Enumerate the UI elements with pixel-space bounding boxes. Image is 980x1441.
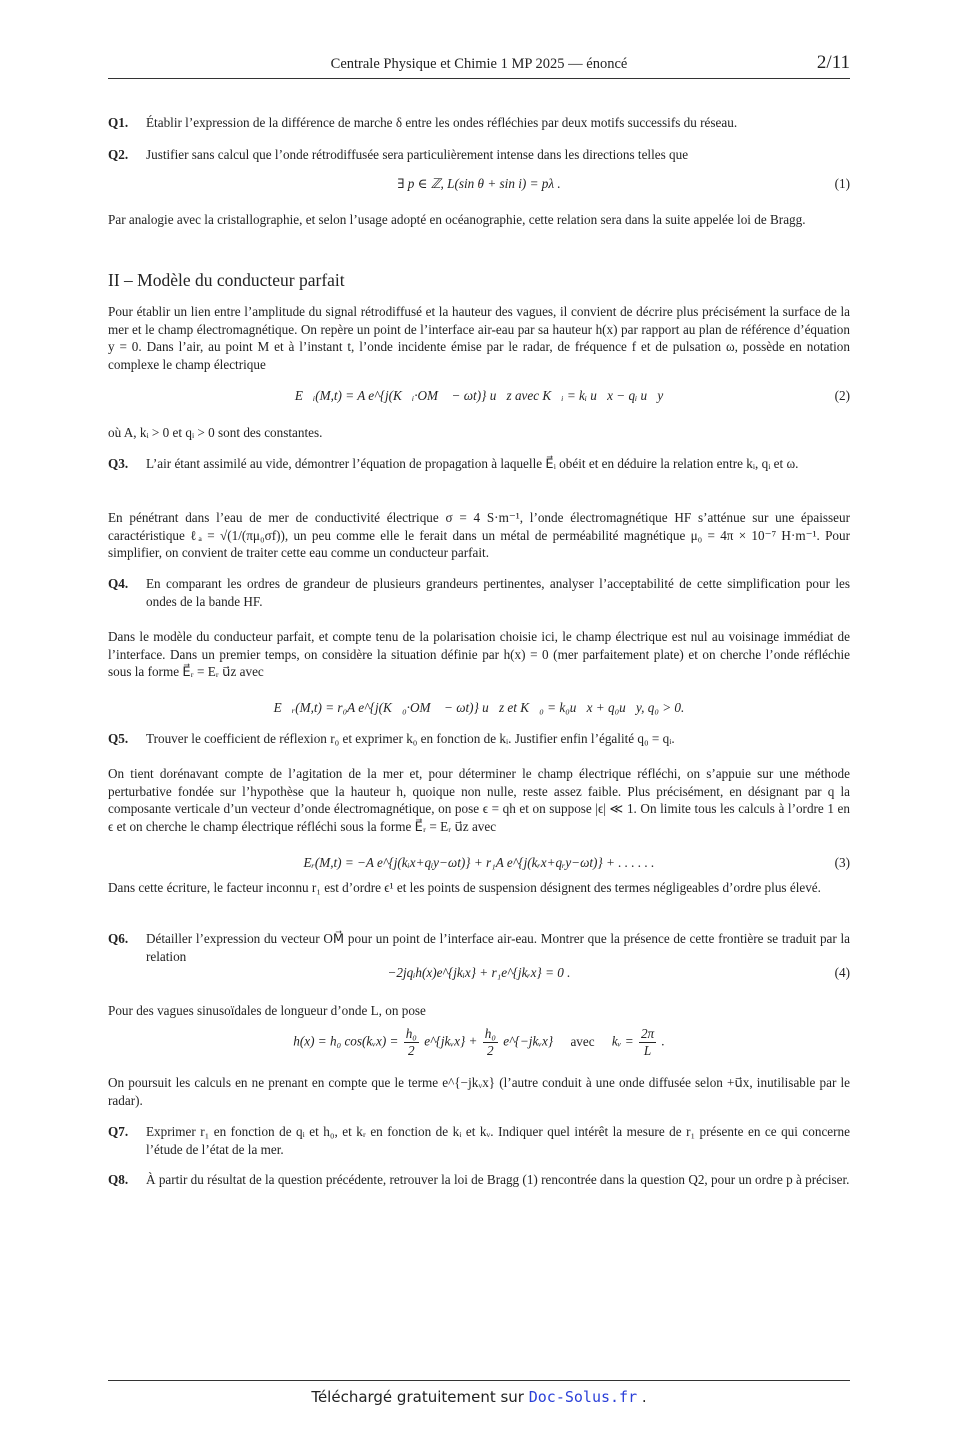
page [108, 0, 850, 1441]
question-q2 [108, 146, 850, 164]
equation-number: (4) [834, 965, 850, 980]
equation-4 [108, 965, 850, 987]
question-q7 [108, 1123, 850, 1158]
fraction [639, 1026, 656, 1059]
section-heading: II – Modèle du conducteur parfait [108, 270, 345, 290]
paragraph-intro: Pour établir un lien entre l’amplitude du signal rétrodiffusé et la hauteur des vagues, il convient de décrire plus précisément la surface de la mer et le champ électromagnétique. On repère un point de l’interface air-eau par sa hauteur h(x) par rapport au plan de référence d’équation y = 0. Dans l’air, au point M et à l’instant t, l’onde incidente émise par le radar, de fréquence f et de pulsation ω, possède en notation complexe le champ électrique [108, 304, 850, 372]
question-text: Justifier sans calcul que l’onde rétrodiffusée sera particulièrement intense dans les directions telles que [146, 147, 689, 162]
question-label: Q3. [108, 456, 129, 471]
equation-part: . [661, 1033, 665, 1049]
fraction [404, 1026, 419, 1059]
equation-math: E⃗ᵢ(M,t) = A e^{j(K⃗ᵢ·OM⃗ − ωt)} u⃗z avec K⃗ᵢ = kᵢ u⃗x − qᵢ u⃗y [294, 388, 664, 403]
question-text: En comparant les ordres de grandeur de plusieurs grandeurs pertinentes, analyser l’acceptabilité de cette simplification pour les ondes de la bande HF. [146, 576, 850, 609]
question-text: À partir du résultat de la question précédente, retrouver la loi de Bragg (1) rencontrée dans la question Q2, pour un ordre p à préciser. [146, 1172, 850, 1187]
fraction-denominator: 2 [487, 1043, 494, 1058]
equation-part: e^{−jkᵥx} [503, 1033, 554, 1049]
paragraph-constants: où A, kᵢ > 0 et qᵢ > 0 sont des constantes. [108, 425, 323, 440]
equation-number: (1) [834, 176, 850, 191]
page-footer [108, 1388, 850, 1406]
question-text: Trouver le coefficient de réflexion r₀ et exprimer k₀ en fonction de kᵢ. Justifier enfin l’égalité q₀ = qᵢ. [146, 731, 675, 746]
question-label: Q4. [108, 576, 129, 591]
header-title: Centrale Physique et Chimie 1 MP 2025 — énoncé [330, 56, 628, 72]
paragraph-bragg: Par analogie avec la cristallographie, et selon l’usage adopté en océanographie, cette relation sera dans la suite appelée loi de Bragg. [108, 212, 806, 227]
question-text: Détailler l’expression du vecteur OM⃗ pour un point de l’interface air-eau. Montrer que la présence de cette frontière se traduit par la relation [146, 931, 850, 964]
equation-height [108, 1026, 850, 1059]
question-label: Q2. [108, 147, 129, 162]
footer-link[interactable]: Doc-Solus.fr [528, 1388, 638, 1406]
question-q6 [108, 930, 850, 965]
question-label: Q8. [108, 1172, 129, 1187]
fraction-numerator: h₀ [484, 1026, 496, 1041]
page-number: 2/11 [816, 52, 850, 73]
paragraph-continuation: On poursuit les calculs en ne prenant en compte que le terme e^{−jkᵥx} (l’autre conduit à une onde diffusée selon +u⃗x, inutilisable par le radar). [108, 1075, 850, 1108]
equation-2 [108, 388, 850, 410]
question-label: Q1. [108, 115, 129, 130]
equation-1 [108, 176, 850, 198]
equation-math: −2jqᵢh(x)e^{jkᵢx} + r₁e^{jkᵣx} = 0 . [387, 965, 571, 980]
equation-part: kᵥ = [611, 1033, 634, 1049]
question-text: L’air étant assimilé au vide, démontrer l’équation de propagation à laquelle E⃗ᵢ obéit et en déduire la relation entre kᵢ, qᵢ et ω. [146, 456, 799, 471]
equation-part: avec [570, 1033, 595, 1049]
footer-suffix: . [637, 1388, 647, 1406]
question-label: Q7. [108, 1124, 129, 1139]
paragraph-model: Dans le modèle du conducteur parfait, et compte tenu de la polarisation choisie ici, le champ électrique est nul au voisinage immédiat de l’interface. Dans un premier temps, on considère la situation définie par h(x) = 0 (mer parfaitement plate) et on cherche l’onde réfléchie sous la forme E⃗ᵣ = Eᵣ u⃗z avec [108, 629, 850, 679]
paragraph-agitation: On tient dorénavant compte de l’agitation de la mer et, pour déterminer le champ électrique réfléchi, on s’appuie sur une méthode perturbative fondée sur l’hypothèse que la hauteur h, quoique non nulle, reste assez faible. Plus précisément, en désignant par q la composante verticale d’un vecteur d’onde électromagnétique, on pose ϵ = qh et on suppose |ϵ| ≪ 1. On limite tous les calculs à l’ordre 1 en ϵ et on cherche le champ électrique réfléchi sous la forme E⃗ᵣ = Eᵣ u⃗z avec [108, 766, 850, 834]
fraction-numerator: 2π [640, 1026, 655, 1041]
equation-number: (2) [834, 388, 850, 403]
equation-part: h(x) = h₀ cos(kᵥx) = [293, 1033, 399, 1049]
equation-part: e^{jkᵥx} + [424, 1033, 478, 1049]
paragraph-conductivity: En pénétrant dans l’eau de mer de conductivité électrique σ = 4 S·m⁻¹, l’onde électromagnétique HF s’atténue sur une épaisseur caractéristique ℓₐ = √(1/(πμ₀σf)), un peu comme elle le ferait dans un métal de perméabilité magnétique μ₀ = 4π × 10⁻⁷ H·m⁻¹. Pour simplifier, on convient de traiter cette eau comme un conducteur parfait. [108, 510, 850, 560]
question-q1 [108, 114, 850, 132]
question-q3 [108, 455, 850, 473]
question-q4 [108, 575, 850, 610]
question-q5 [108, 730, 850, 748]
question-label: Q5. [108, 731, 129, 746]
equation-math: ∃ p ∈ ℤ, L(sin θ + sin i) = pλ . [397, 176, 561, 191]
footer-text: Téléchargé gratuitement sur [311, 1388, 529, 1406]
question-q8 [108, 1171, 850, 1189]
footer-divider [108, 1380, 850, 1381]
equation-number: (3) [834, 855, 850, 870]
fraction-denominator: L [643, 1043, 652, 1058]
equation-reflected [108, 700, 850, 722]
question-text: Exprimer r₁ en fonction de qᵢ et h₀, et kᵣ en fonction de kᵢ et kᵥ. Indiquer quel intérêt la mesure de r₁ présente en ce qui concerne l’étude de l’état de la mer. [146, 1124, 850, 1157]
question-label: Q6. [108, 931, 129, 946]
fraction-denominator: 2 [408, 1043, 415, 1058]
equation-3 [108, 855, 850, 877]
question-text: Établir l’expression de la différence de marche δ entre les ondes réfléchies par deux motifs successifs du réseau. [146, 115, 738, 130]
page-header [108, 54, 850, 79]
equation-math: Eᵣ(M,t) = −A e^{j(kᵢx+qᵢy−ωt)} + r₁A e^{j(kᵣx+qᵣy−ωt)} + . . . . . . [303, 855, 655, 870]
fraction [483, 1026, 498, 1059]
fraction-numerator: h₀ [405, 1026, 417, 1041]
paragraph-r1: Dans cette écriture, le facteur inconnu r₁ est d’ordre ϵ¹ et les points de suspension désignent des termes négligeables d’ordre plus élevé. [108, 880, 821, 895]
equation-math: E⃗ᵣ(M,t) = r₀A e^{j(K⃗₀·OM⃗ − ωt)} u⃗z et K⃗₀ = k₀u⃗x + q₀u⃗y, q₀ > 0. [273, 700, 685, 715]
paragraph-waves: Pour des vagues sinusoïdales de longueur d’onde L, on pose [108, 1003, 426, 1018]
